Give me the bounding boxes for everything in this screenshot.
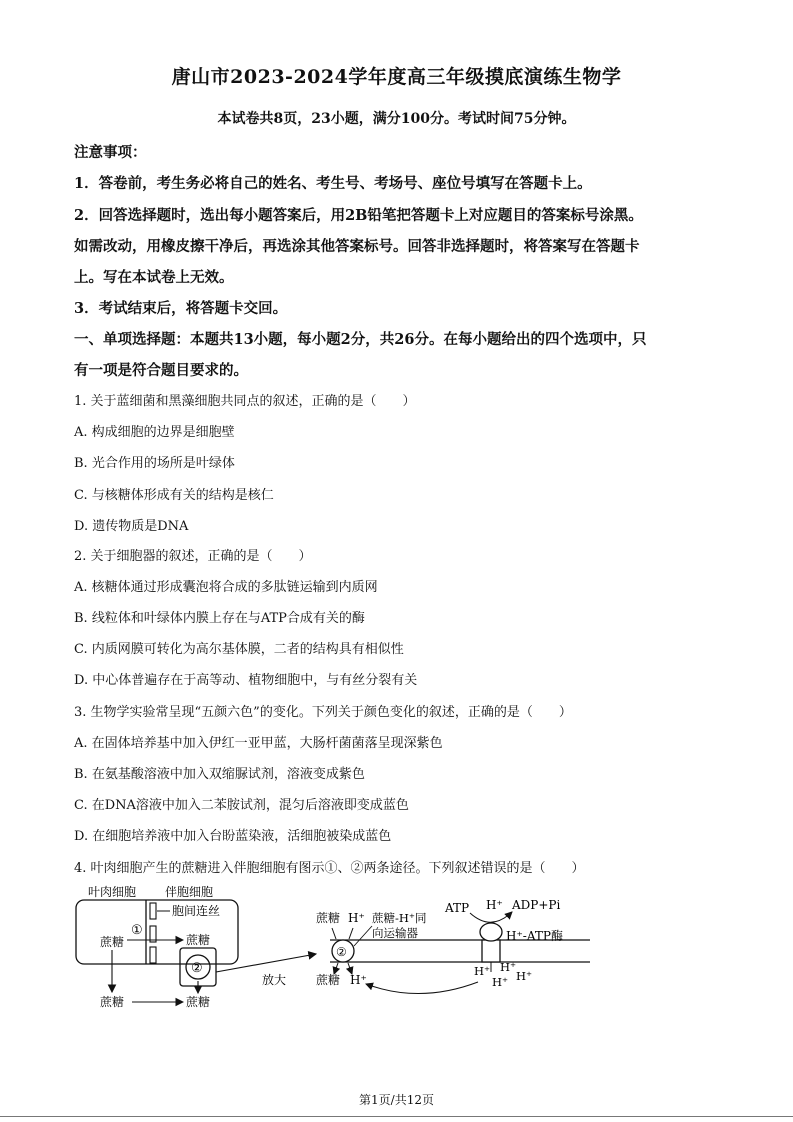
h-gradient-arrow <box>366 982 478 994</box>
plasmodesma-channel <box>150 903 156 919</box>
h-plus-top-left: H⁺ <box>348 911 365 925</box>
section-heading-cont: 有一项是符合题目要求的。 <box>74 362 248 379</box>
question-4-stem: 4. 叶肉细胞产生的蔗糖进入伴胞细胞有图示①、②两条途径。下列叙述错误的是（ ） <box>74 861 585 876</box>
page-footer: 第1页/共12页 <box>359 1093 434 1107</box>
question-3-option-a: A. 在固体培养基中加入伊红一亚甲蓝，大肠杆菌菌落呈现深紫色 <box>74 736 443 751</box>
h-plus-atpase-top: H⁺ <box>486 898 503 912</box>
question-2-option-b: B. 线粒体和叶绿体内膜上存在与ATP合成有关的酶 <box>74 611 365 626</box>
h-entry-line <box>349 928 353 939</box>
question-2-option-c: C. 内质网膜可转化为高尔基体膜，二者的结构具有相似性 <box>74 642 404 657</box>
notice-item-3: 3．考试结束后，将答题卡交回。 <box>74 300 288 317</box>
question-1-option-c: C. 与核糖体形成有关的结构是核仁 <box>74 488 274 503</box>
atpase-head <box>480 923 502 941</box>
h-plus-out-2: H⁺ <box>500 960 517 974</box>
sucrose-label-top: 蔗糖 <box>316 911 341 925</box>
question-1-stem: 1. 关于蓝细菌和黑藻细胞共同点的叙述，正确的是（ ） <box>74 394 416 409</box>
exam-info: 本试卷共8页，23小题，满分100分。考试时间75分钟。 <box>217 111 576 127</box>
question-2-option-d: D. 中心体普遍存在于高等动、植物细胞中，与有丝分裂有关 <box>74 673 418 688</box>
question-2-stem: 2. 关于细胞器的叙述，正确的是（ ） <box>74 549 312 564</box>
sucrose-entry-line <box>332 928 336 939</box>
notice-item-1: 1．答卷前，考生务必将自己的姓名、考生号、考场号、座位号填写在答题卡上。 <box>74 175 592 192</box>
question-1-option-b: B. 光合作用的场所是叶绿体 <box>74 456 235 471</box>
page-bottom-rule <box>0 1116 793 1117</box>
companion-label: 伴胞细胞 <box>165 885 214 899</box>
atp-label: ATP <box>445 901 470 915</box>
question-3-option-c: C. 在DNA溶液中加入二苯胺试剂，混匀后溶液即变成蓝色 <box>74 798 409 813</box>
atp-hydrolysis-arrow <box>470 912 512 922</box>
section-heading: 一、单项选择题：本题共13小题，每小题2分，共26分。在每小题给出的四个选项中，只 <box>74 331 647 348</box>
h-plus-out-1: H⁺ <box>474 964 491 978</box>
sucrose-label-right: 蔗糖 <box>186 933 211 947</box>
plasmodesma-channel <box>150 947 156 963</box>
page-title: 唐山市2023-2024学年度高三年级摸底演练生物学 <box>171 66 622 88</box>
plasmodesmata-label: 胞间连丝 <box>172 904 221 918</box>
question-3-option-b: B. 在氨基酸溶液中加入双缩脲试剂，溶液变成紫色 <box>74 767 365 782</box>
cotransporter-marker: ② <box>336 945 347 959</box>
sucrose-label-bottom-right: 蔗糖 <box>186 995 211 1009</box>
h-plus-out-3: H⁺ <box>492 975 509 989</box>
enlarge-arrow <box>216 954 316 972</box>
sucrose-label-bottom-left: 蔗糖 <box>100 995 125 1009</box>
question-2-option-a: A. 核糖体通过形成囊泡将合成的多肽链运输到内质网 <box>74 580 378 595</box>
sucrose-label-inside: 蔗糖 <box>316 973 341 987</box>
atpase-label: H⁺-ATP酶 <box>506 929 563 943</box>
pathway-1-marker: ① <box>131 923 143 938</box>
h-plus-inside: H⁺ <box>350 973 367 987</box>
cotransporter-label-1: 蔗糖-H⁺同 <box>372 911 427 925</box>
question-3-option-d: D. 在细胞培养液中加入台盼蓝染液，活细胞被染成蓝色 <box>74 829 392 844</box>
notice-item-2-end: 上。写在本试卷上无效。 <box>74 269 234 286</box>
question-1-option-d: D. 遗传物质是DNA <box>74 519 189 534</box>
cotransporter-label-2: 向运输器 <box>372 926 418 940</box>
cotransporter-pointer <box>354 926 372 946</box>
adp-label: ADP+Pi <box>512 898 561 912</box>
atpase-channel <box>482 940 500 962</box>
pathway-2-marker: ② <box>191 961 203 976</box>
mesophyll-label: 叶肉细胞 <box>88 885 137 899</box>
enlarge-label: 放大 <box>262 973 287 987</box>
h-plus-out-4: H⁺ <box>516 969 533 983</box>
question-1-option-a: A. 构成细胞的边界是细胞壁 <box>74 425 235 440</box>
sucrose-label-left: 蔗糖 <box>100 935 125 949</box>
notice-item-2: 2．回答选择题时，选出每小题答案后，用2B铅笔把答题卡上对应题目的答案标号涂黑。 <box>74 207 643 224</box>
question-3-stem: 3. 生物学实验常呈现“五颜六色”的变化。下列关于颜色变化的叙述，正确的是（ ） <box>74 705 572 720</box>
notice-heading: 注意事项： <box>74 144 147 161</box>
notice-item-2-cont: 如需改动，用橡皮擦干净后，再选涂其他答案标号。回答非选择题时，将答案写在答题卡 <box>74 238 640 255</box>
